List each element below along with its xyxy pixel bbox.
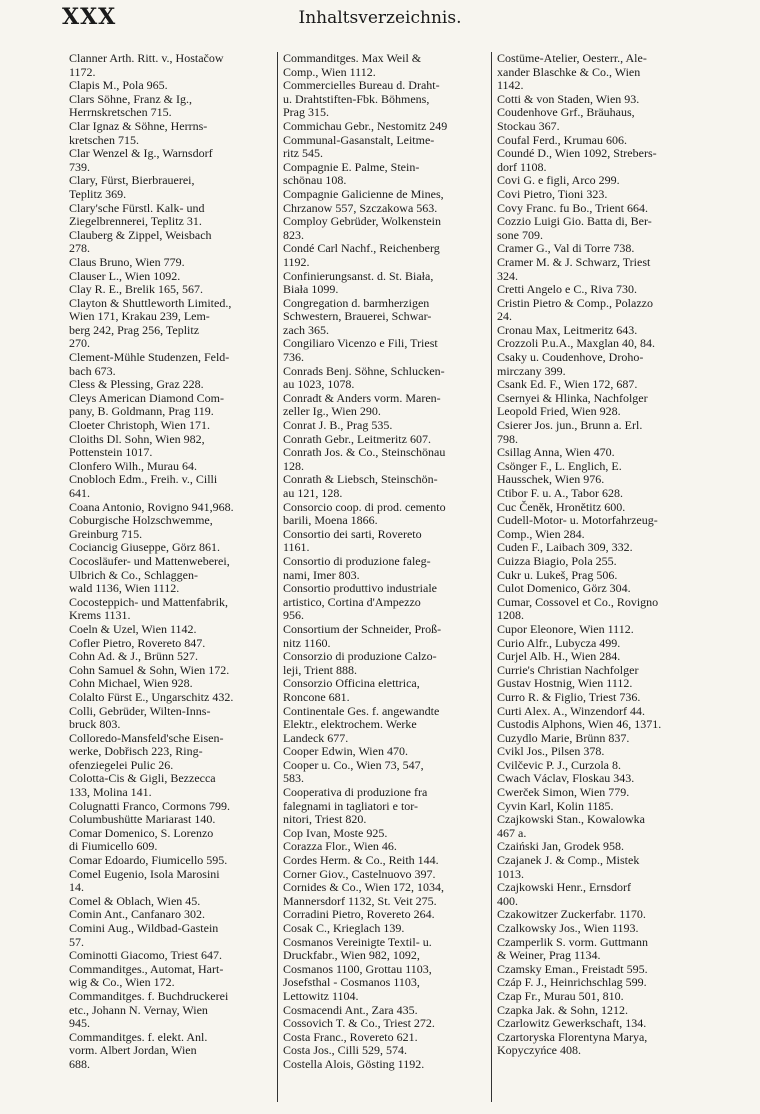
index-entry: Cuden F., Laibach 309, 332.	[497, 540, 633, 555]
index-entry: Cvilčevic P. J., Curzola 8.	[497, 757, 621, 772]
index-entry: Csaky u. Coudenhove, Droho- mirczany 399.	[497, 350, 644, 378]
index-entry: Clauser L., Wien 1092.	[69, 268, 181, 283]
index-entry: Curio Alfr., Lubycza 499.	[497, 635, 621, 650]
index-entry: Czajanek J. & Comp., Mistek 1013.	[497, 853, 640, 881]
index-entry: Czakowitzer Zuckerfabr. 1170.	[497, 907, 646, 922]
index-entry: Clar Wenzel & Ig., Warnsdorf 739.	[69, 146, 213, 174]
index-entry: Cohn Ad. & J., Brünn 527.	[69, 649, 199, 664]
index-entry: Cloiths Dl. Sohn, Wien 982, Pottenstein 1017.	[69, 431, 205, 460]
index-entry: Coeln & Uzel, Wien 1142.	[69, 621, 197, 636]
index-entry: Corradini Pietro, Rovereto 264.	[283, 907, 435, 922]
index-column-2	[277, 52, 491, 1102]
index-entry: Czalkowsky Jos., Wien 1193.	[497, 921, 639, 935]
index-entry: Coundé D., Wien 1092, Strebers- dorf 1108.	[497, 146, 657, 174]
index-entry: Cordes Herm. & Co., Reith 144.	[283, 853, 439, 868]
index-entry: Clauberg & Zippel, Weisbach 278.	[69, 227, 212, 256]
index-entry: Cossovich T. & Co., Triest 272.	[283, 1016, 435, 1031]
index-entry: Cuzydlo Marie, Brünn 837.	[497, 730, 630, 745]
index-entry: Clary, Fürst, Bierbrauerei, Teplitz 369.	[69, 173, 195, 201]
index-entry: Czartoryska Florentyna Marya, Kopyczyńce 408.	[497, 1029, 648, 1058]
index-entry: Commanditges. f. Buchdruckerei etc., Johann N. Vernay, Wien 945.	[69, 988, 229, 1031]
index-entry: Comel & Oblach, Wien 45.	[69, 893, 201, 908]
index-entry: Consortio dei sarti, Rovereto 1161.	[283, 526, 422, 555]
index-entry: Culot Domenico, Görz 304.	[497, 581, 631, 596]
index-entry: Cooper u. Co., Wien 73, 547, 583.	[283, 757, 424, 786]
index-entry: Consorzio di produzione Calzo- leji, Trient 888.	[283, 649, 437, 677]
index-entry: Cretti Angelo e C., Riva 730.	[497, 282, 637, 297]
index-entry: Cramer G., Val di Torre 738.	[497, 241, 635, 256]
index-entry: Colugnatti Franco, Cormons 799.	[69, 798, 230, 813]
index-entry: Comploy Gebrüder, Wolkenstein 823.	[283, 214, 441, 242]
index-entry: Cohn Samuel & Sohn, Wien 172.	[69, 662, 230, 677]
index-entry: Claus Bruno, Wien 779.	[69, 254, 185, 269]
index-entry: Comel Eugenio, Isola Marosini 14.	[69, 866, 220, 895]
index-entry: Clar Ignaz & Söhne, Herrns- kretschen 715.	[69, 118, 208, 147]
index-entry: Czamperlik S. vorm. Guttmann & Weiner, Prag 1134.	[497, 934, 648, 963]
index-entry: Cyvin Karl, Kolin 1185.	[497, 798, 614, 813]
index-entry: Costüme-Atelier, Oesterr., Ale- xander Blaschke & Co., Wien 1142.	[497, 52, 647, 93]
index-entry: Consorzio Officina elettrica, Roncone 681.	[283, 676, 420, 704]
index-entry: Continentale Ges. f. angewandte Elektr., elektrochem. Werke Landeck 677.	[283, 703, 440, 745]
index-entry: Ctibor F. u. A., Tabor 628.	[497, 486, 623, 500]
index-columns	[64, 52, 704, 1102]
index-entry: Cukr u. Lukeš, Prag 506.	[497, 567, 618, 582]
index-entry: Cofler Pietro, Rovereto 847.	[69, 635, 206, 650]
index-entry: Clapis M., Pola 965.	[69, 78, 168, 93]
index-entry: Csernyei & Hlinka, Nachfolger Leopold Fried, Wien 928.	[497, 390, 648, 419]
index-entry: Cleys American Diamond Com- pany, B. Goldmann, Prag 119.	[69, 390, 224, 419]
index-entry: Costa Franc., Rovereto 621.	[283, 1029, 418, 1044]
index-entry: Consortio di produzione faleg- nami, Imer 803.	[283, 553, 431, 582]
index-entry: Clement-Mühle Studenzen, Feld- bach 673.	[69, 350, 230, 378]
index-entry: Commanditges., Automat, Hart- wig & Co., Wien 172.	[69, 961, 224, 990]
index-entry: Czaiński Jan, Grodek 958.	[497, 839, 624, 854]
index-entry: Csierer Jos. jun., Brunn a. Erl. 798.	[497, 418, 643, 446]
index-entry: Cumar, Cossovel et Co., Rovigno 1208.	[497, 594, 659, 623]
index-entry: Cocosläufer- und Mattenweberei, Ulbrich & Co., Schlaggen- wald 1136, Wien 1112.	[69, 553, 230, 596]
index-entry: Commercielles Bureau d. Draht- u. Drahtstiften-Fbk. Böhmens, Prag 315.	[283, 78, 440, 120]
index-entry: Clonfero Wilh., Murau 64.	[69, 458, 197, 473]
index-entry: Comin Ant., Canfanaro 302.	[69, 907, 205, 922]
index-entry: Conrads Benj. Söhne, Schlucken- au 1023, 1078.	[283, 363, 445, 392]
index-entry: Cristin Pietro & Comp., Polazzo 24.	[497, 295, 653, 324]
index-entry: Cwach Václav, Floskau 343.	[497, 771, 635, 786]
index-entry: Comini Aug., Wildbad-Gastein 57.	[69, 921, 219, 949]
index-entry: Custodis Alphons, Wien 46, 1371.	[497, 717, 662, 732]
index-entry: Cozzio Luigi Gio. Batta di, Ber- sone 709.	[497, 214, 652, 242]
index-entry: Cominotti Giacomo, Triest 647.	[69, 948, 223, 963]
index-entry: Covy Franc. fu Bo., Trient 664.	[497, 200, 649, 215]
index-entry: Clars Söhne, Franz & Ig., Herrnskretschen 715.	[69, 91, 192, 120]
index-entry: Cudell-Motor- u. Motorfahrzeug- Comp., Wien 284.	[497, 513, 658, 541]
index-entry: Cohn Michael, Wien 928.	[69, 676, 193, 691]
index-entry: Columbushütte Mariarast 140.	[69, 812, 216, 827]
index-entry: Covi Pietro, Tioni 323.	[497, 186, 608, 201]
index-entry: Coudenhove Grf., Bräuhaus, Stockau 367.	[497, 105, 635, 133]
index-entry: Clayton & Shuttleworth Limited., Wien 171, Krakau 239, Lem- berg 242, Prag 256, Teplitz 270.	[69, 295, 232, 351]
index-entry: Coburgische Holzschwemme, Greinburg 715.	[69, 513, 213, 541]
index-entry: Clary'sche Fürstl. Kalk- und Ziegelbrennerei, Teplitz 31.	[69, 200, 205, 229]
index-entry: Czajkowski Stan., Kowalowka 467 a.	[497, 812, 645, 840]
index-entry: Conrath Jos. & Co., Steinschönau 128.	[283, 445, 446, 473]
index-entry: Curti Alex. A., Winzendorf 44.	[497, 703, 645, 718]
index-entry: Czapka Jak. & Sohn, 1212.	[497, 1002, 628, 1017]
index-entry: Curro R. & Figlio, Triest 736.	[497, 689, 641, 704]
index-entry: Curjel Alb. H., Wien 284.	[497, 649, 621, 664]
index-entry: Conradt & Anders vorm. Maren- zeller Ig., Wien 290.	[283, 390, 441, 419]
index-entry: Cless & Plessing, Graz 228.	[69, 377, 204, 392]
index-entry: Compagnie E. Palme, Stein- schönau 108.	[283, 159, 420, 188]
index-entry: Crozzoli P.u.A., Maxglan 40, 84.	[497, 336, 655, 351]
index-entry: Corner Giov., Castelnuovo 397.	[283, 866, 436, 881]
index-entry: Cvikl Jos., Pilsen 378.	[497, 744, 605, 759]
index-entry: Covi G. e figli, Arco 299.	[497, 173, 620, 188]
index-entry: Comar Domenico, S. Lorenzo di Fiumicello 609.	[69, 825, 214, 854]
index-entry: Cooper Edwin, Wien 470.	[283, 744, 408, 759]
page-number: XXX	[62, 4, 117, 30]
index-entry: Congregation d. barmherzigen Schwestern, Brauerei, Schwar- zach 365.	[283, 295, 432, 337]
index-entry: Cnobloch Edm., Freih. v., Cilli 641.	[69, 472, 218, 500]
index-entry: Cosak C., Krieglach 139.	[283, 921, 405, 935]
index-entry: Coana Antonio, Rovigno 941,968.	[69, 499, 234, 514]
index-entry: Cwerček Simon, Wien 779.	[497, 785, 630, 800]
index-entry: Commanditges. f. elekt. Anl. vorm. Albert Jordan, Wien 688.	[69, 1029, 208, 1071]
index-entry: Cosmanos Vereinigte Textil- u. Druckfabr., Wien 982, 1092, Cosmanos 1100, Grottau 1103, Josefsthal - Cosmanos 1103, Lettowitz 1104.	[283, 934, 432, 1003]
index-entry: Comar Edoardo, Fiumicello 595.	[69, 853, 228, 868]
index-entry: Cociancig Giuseppe, Görz 861.	[69, 540, 220, 555]
index-column-1	[64, 52, 276, 1102]
index-entry: Colli, Gebrüder, Wilten-Inns- bruck 803.	[69, 703, 211, 732]
index-entry: Cornides & Co., Wien 172, 1034, Mannersdorf 1132, St. Veit 275.	[283, 880, 444, 908]
index-entry: Congiliaro Vicenzo e Fili, Triest 736.	[283, 336, 438, 365]
index-entry: Cronau Max, Leitmeritz 643.	[497, 322, 638, 337]
index-entry: Csank Ed. F., Wien 172, 687.	[497, 377, 638, 392]
index-entry: Clay R. E., Brelik 165, 567.	[69, 282, 203, 297]
index-entry: Czarlowitz Gewerkschaft, 134.	[497, 1016, 647, 1031]
index-entry: Czáp F. J., Heinrichschlag 599.	[497, 975, 647, 990]
index-entry: Conrat J. B., Prag 535.	[283, 418, 393, 433]
index-entry: Compagnie Galicienne de Mines, Chrzanow 557, Szczakowa 563.	[283, 186, 444, 215]
index-entry: Condé Carl Nachf., Reichenberg 1192.	[283, 241, 440, 269]
index-entry: Conrath Gebr., Leitmeritz 607.	[283, 431, 431, 446]
index-entry: Cooperativa di produzione fra falegnami in tagliatori e tor- nitori, Triest 820.	[283, 785, 428, 827]
index-entry: Cramer M. & J. Schwarz, Triest 324.	[497, 254, 651, 283]
index-entry: Consortio produttivo industriale artistico, Cortina d'Ampezzo 956.	[283, 581, 437, 623]
index-entry: Cloeter Christoph, Wien 171.	[69, 418, 210, 433]
index-entry: Coufal Ferd., Krumau 606.	[497, 132, 627, 147]
page-title: Inhaltsverzeichnis.	[298, 8, 462, 28]
index-entry: Costa Jos., Cilli 529, 574.	[283, 1043, 408, 1058]
index-entry: Colotta-Cis & Gigli, Bezzecca 133, Molina 141.	[69, 771, 216, 800]
index-entry: Cuc Čeněk, Hronětitz 600.	[497, 499, 626, 514]
index-entry: Consortium der Schneider, Proß- nitz 1160.	[283, 621, 442, 650]
index-entry: Corazza Flor., Wien 46.	[283, 839, 397, 854]
index-entry: Costella Alois, Gösting 1192.	[283, 1056, 425, 1071]
index-column-3	[491, 52, 704, 1102]
index-entry: Czap Fr., Murau 501, 810.	[497, 988, 624, 1003]
index-entry: Czamsky Eman., Freistadt 595.	[497, 961, 648, 976]
index-entry: Communal-Gasanstalt, Leitme- ritz 545.	[283, 132, 435, 161]
index-entry: Confinierungsanst. d. St. Biała, Biała 1099.	[283, 268, 434, 297]
index-entry: Commichau Gebr., Nestomitz 249	[283, 118, 448, 133]
index-entry: Cosmacendi Ant., Zara 435.	[283, 1002, 418, 1017]
index-entry: Colalto Fürst E., Ungarschitz 432.	[69, 689, 234, 704]
index-entry: Csillag Anna, Wien 470.	[497, 445, 615, 460]
index-entry: Cotti & von Staden, Wien 93.	[497, 91, 640, 106]
index-entry: Cupor Eleonore, Wien 1112.	[497, 621, 634, 636]
index-entry: Cocosteppich- und Mattenfabrik, Krems 1131.	[69, 594, 228, 623]
index-entry: Cop Ivan, Moste 925.	[283, 825, 388, 840]
index-entry: Czajkowski Henr., Ernsdorf 400.	[497, 880, 631, 908]
index-entry: Cuizza Biagio, Pola 255.	[497, 553, 617, 568]
index-entry: Csönger F., L. Englich, E. Hausschek, Wien 976.	[497, 458, 622, 487]
index-entry: Commanditges. Max Weil & Comp., Wien 1112.	[283, 52, 422, 79]
index-entry: Clanner Arth. Ritt. v., Hostačow 1172.	[69, 52, 224, 79]
index-entry: Consorcio coop. di prod. cemento barili, Moena 1866.	[283, 499, 446, 528]
index-entry: Currie's Christian Nachfolger Gustav Hostnig, Wien 1112.	[497, 662, 639, 691]
index-entry: Colloredo-Mansfeld'sche Eisen- werke, Dobřisch 223, Ring- ofenziegelei Pulic 26.	[69, 730, 224, 772]
index-entry: Conrath & Liebsch, Steinschön- au 121, 128.	[283, 472, 438, 500]
